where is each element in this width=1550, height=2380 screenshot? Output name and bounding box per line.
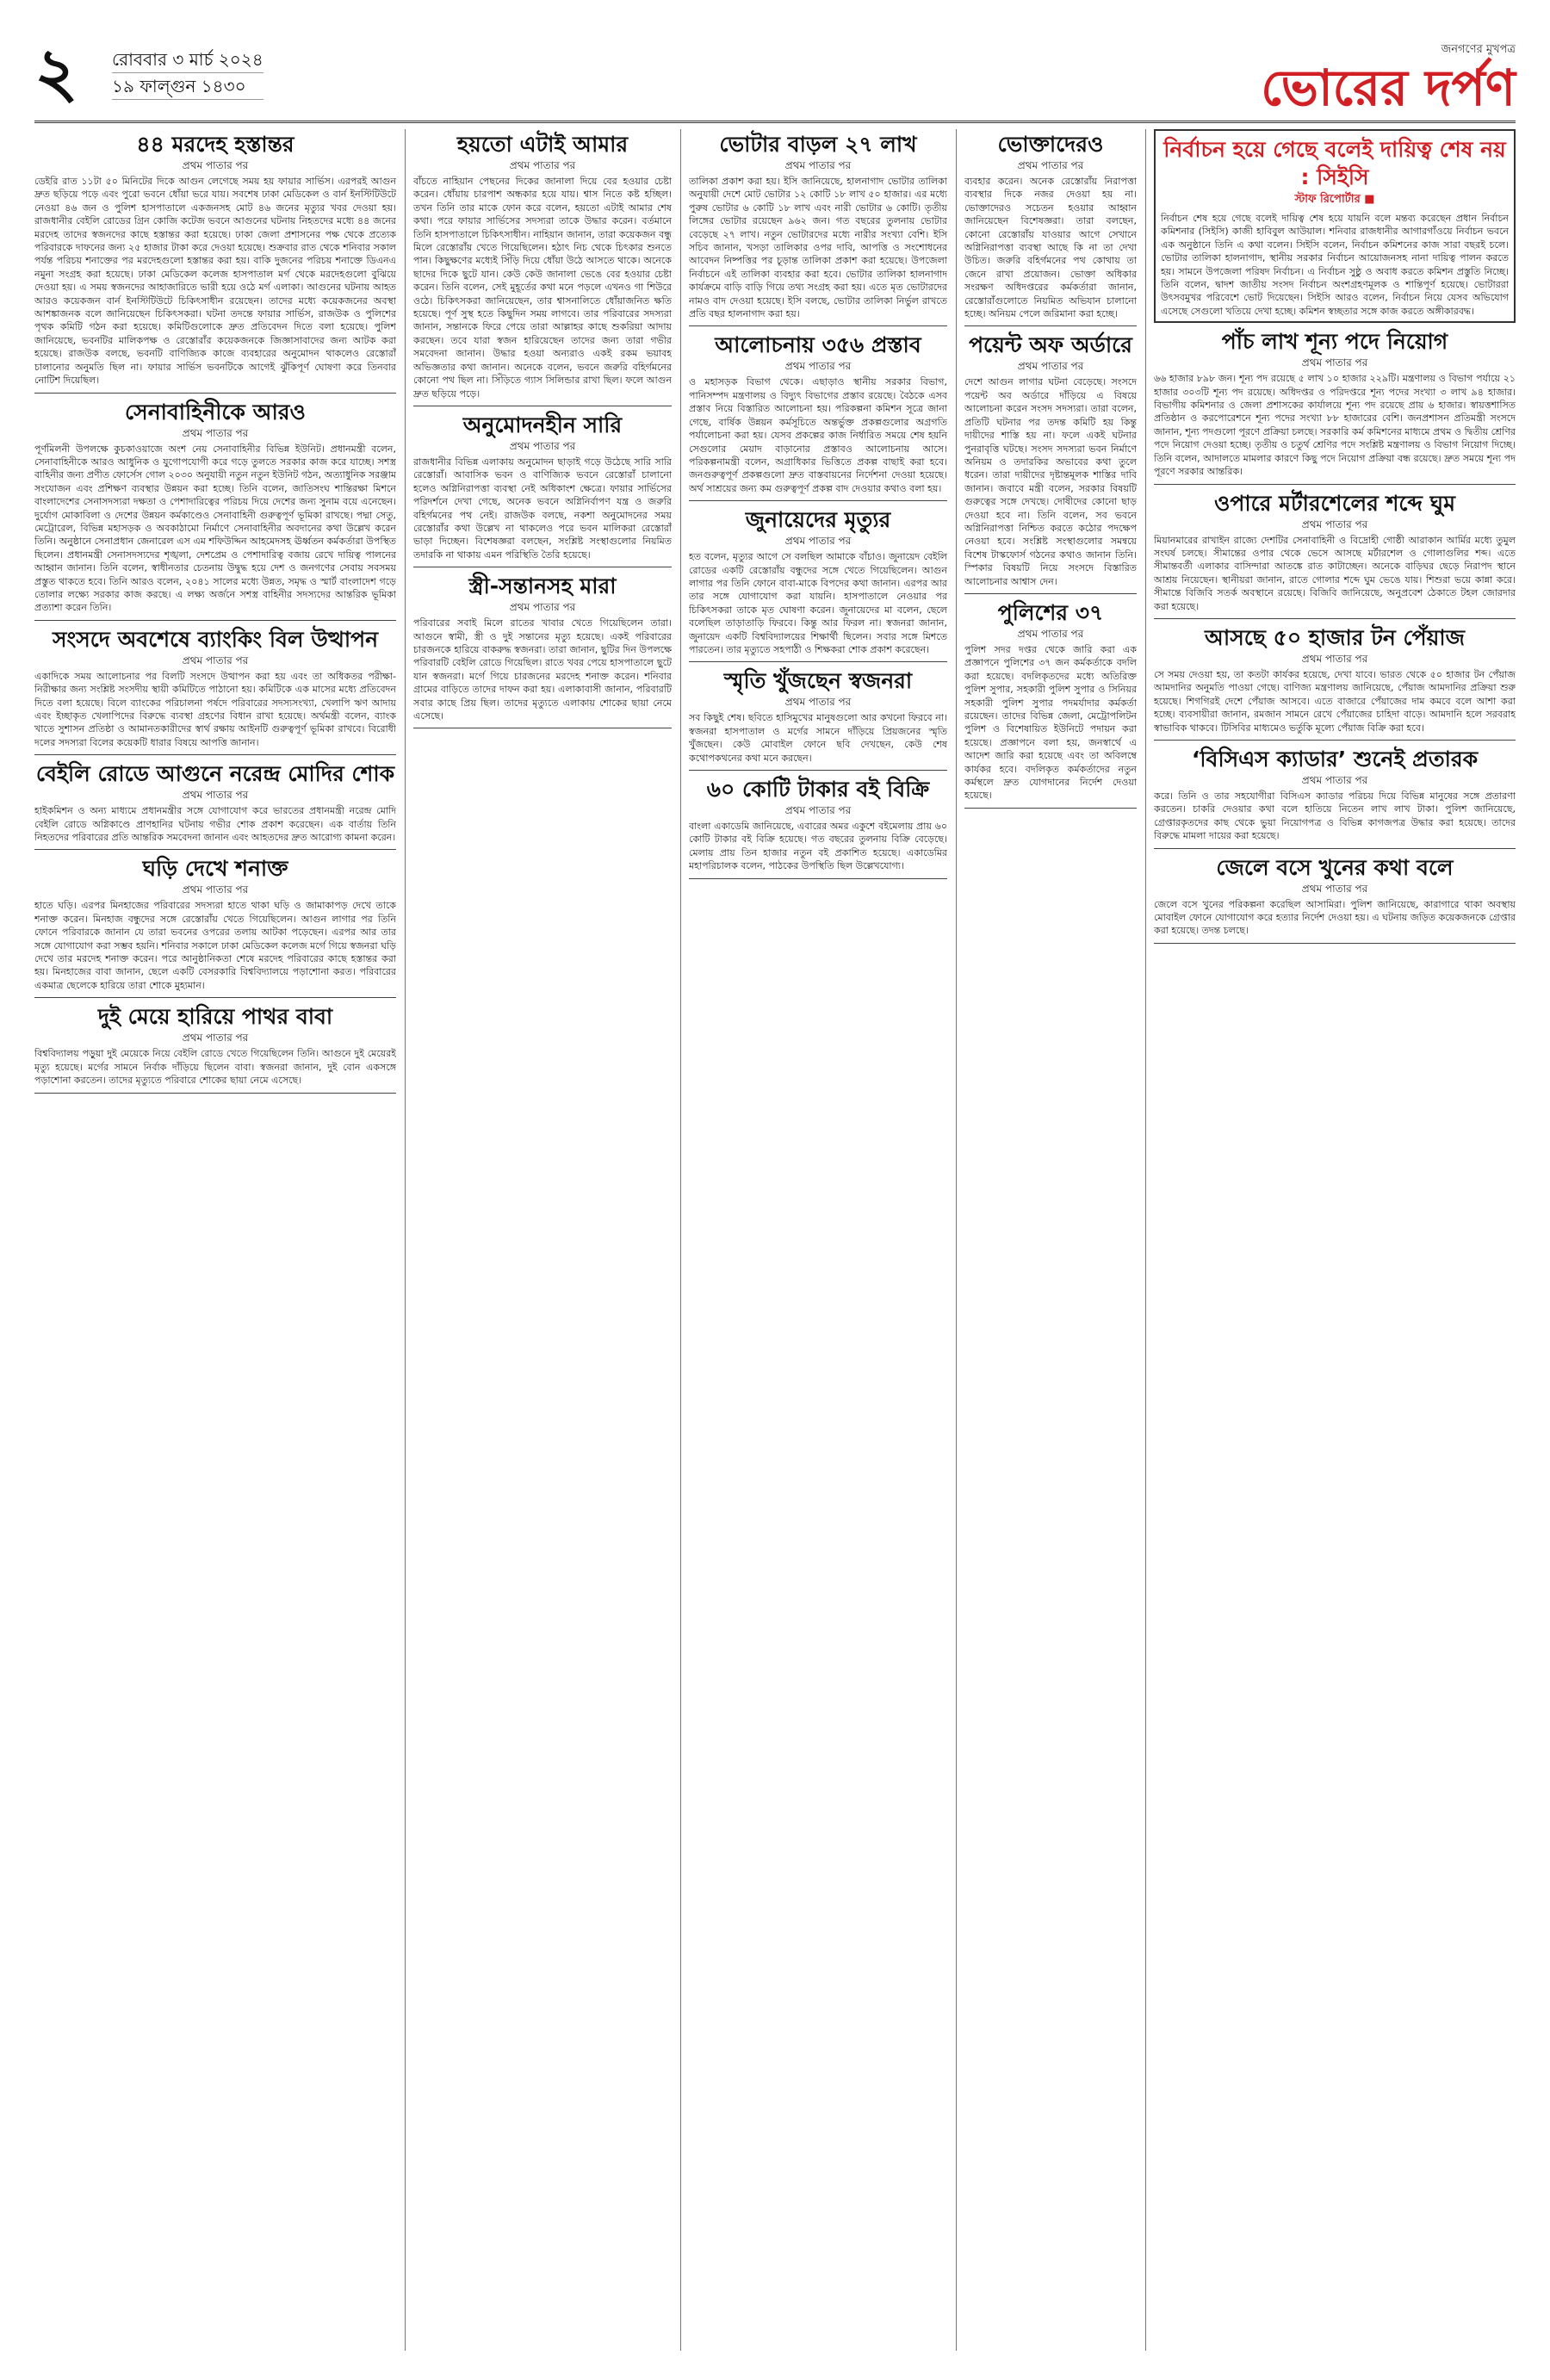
story-body: বাঁচতে নাহিয়ান পেছনের দিকের জানালা দিয়ে বের হওয়ার চেষ্টা করেন। ধোঁয়ায় চারপাশ অন্ধকার হয়ে যায়। শ্বাস নিতে কষ্ট হচ্ছিল। তখন তিনি তার মাকে ফোন করে বলেন, হয়তো এটাই আমার শেষ কথা। পরে ফায়ার সার্ভিসের সদস্যরা তাকে উদ্ধার করেন। বর্তমানে তিনি হাসপাতালে চিকিৎসাধীন। নাহিয়ান জানান, তারা কয়েকজন বন্ধু মিলে রেস্তোরাঁয় খেতে গিয়েছিলেন। হঠাৎ নিচ থেকে চিৎকার শুনতে পান। কিছুক্ষণের মধ্যেই সিঁড়ি দিয়ে ধোঁয়া উঠে আসতে থাকে। অনেকে ছাদের দিকে ছুটে যান। কেউ কেউ জানালা ভেঙে বের হওয়ার চেষ্টা করেন। তিনি বলেন, সেই মুহূর্তের কথা মনে পড়লে এখনও গা শিউরে ওঠে। চিকিৎসকরা জানিয়েছেন, তার শ্বাসনালিতে ধোঁয়াজনিত ক্ষতি হয়েছে। পূর্ণ সুস্থ হতে কিছুদিন সময় লাগবে। তার পরিবারের সদস্যরা জানান, সন্তানকে ফিরে পেয়ে তারা আল্লাহর কাছে শুকরিয়া আদায় করছেন। তবে যারা স্বজন হারিয়েছেন তাদের জন্য তারা গভীর সমবেদনা জানান। উদ্ধার হওয়া অন্যরাও একই রকম ভয়াবহ অভিজ্ঞতার কথা জানান। অনেকে বলেন, ভবনে জরুরি বহির্গমনের কোনো পথ ছিল না। সিঁড়িতে গ্যাস সিলিন্ডার রাখা ছিল। ফলে আগুন দ্রুত ছড়িয়ে পড়ে। — [413, 176, 672, 400]
story-headline: হয়তো এটাই আমার — [456, 132, 629, 157]
date-block — [112, 46, 264, 100]
news-story — [34, 760, 396, 850]
story-continuation-label: প্রথম পাতার পর — [784, 360, 852, 373]
story-continuation-label: প্রথম পাতার পর — [509, 601, 576, 614]
column-1 — [34, 129, 396, 2351]
news-story — [413, 131, 672, 406]
story-body: পুলিশ সদর দপ্তর থেকে জারি করা এক প্রজ্ঞাপনে পুলিশের ৩৭ জন কর্মকর্তাকে বদলি করা হয়েছে। বদলিকৃতদের মধ্যে অতিরিক্ত পুলিশ সুপার, সহকারী পুলিশ সুপার ও সিনিয়র সহকারী পুলিশ সুপার পদমর্যাদার কর্মকর্তা রয়েছেন। তাদের বিভিন্ন জেলা, মেট্রোপলিটন পুলিশ ও বিশেষায়িত ইউনিটে পদায়ন করা হয়েছে। প্রজ্ঞাপনে বলা হয়, জনস্বার্থে এ আদেশ জারি করা হয়েছে এবং তা অবিলম্বে কার্যকর হবে। বদলিকৃত কর্মকর্তাদের নতুন কর্মস্থলে দ্রুত যোগদানের নির্দেশ দেওয়া হয়েছে। — [964, 643, 1137, 802]
story-headline: ওপারে মর্টারশেলের শব্দে ঘুম — [1213, 490, 1455, 516]
story-headline: ঘড়ি দেখে শনাক্ত — [142, 856, 288, 882]
story-headline: নির্বাচন হয়ে গেছে বলেই দায়িত্ব শেষ নয় : সিইসি — [1163, 137, 1506, 189]
story-continuation-label: প্রথম পাতার পর — [1301, 518, 1368, 530]
story-headline: সেনাবাহিনীকে আরও — [125, 399, 306, 425]
story-body: হাতে ঘড়ি। এরপর মিনহাজের পরিবারের সদস্যরা হাতে থাকা ঘড়ি ও জামাকাপড় দেখে তাকে শনাক্ত করেন। মিনহাজ বন্ধুদের সঙ্গে রেস্তোরাঁয় খেতে গিয়েছিলেন। আগুন লাগার পর তিনি ফোনে পরিবারকে জানান যে তারা ভবনের ওপরের তলায় আটকা পড়েছেন। এরপর আর তার সঙ্গে যোগাযোগ করা সম্ভব হয়নি। শনিবার সকালে ঢাকা মেডিকেল কলেজ মর্গে গিয়ে স্বজনরা ঘড়ি দেখে তার মরদেহ শনাক্ত করেন। পরে আনুষ্ঠানিকতা শেষে মরদেহ পরিবারের কাছে হস্তান্তর করা হয়। মিনহাজের বাবা জানান, ছেলে একটি বেসরকারি বিশ্ববিদ্যালয়ে পড়াশোনা করত। পরিবারের একমাত্র ছেলেকে হারিয়ে তারা শোকে মুহ্যমান। — [34, 900, 396, 991]
story-body: ব্যবহার করেন। অনেক রেস্তোরাঁয় নিরাপত্তা ব্যবস্থার দিকে নজর দেওয়া হয় না। ভোক্তাদেরও সচেতন হওয়ার আহ্বান জানিয়েছেন বিশেষজ্ঞরা। তারা বলছেন, কোনো রেস্তোরাঁয় যাওয়ার আগে সেখানে অগ্নিনিরাপত্তা ব্যবস্থা আছে কি না তা দেখা উচিত। জরুরি বহির্গমনের পথ কোথায় তা জেনে রাখা প্রয়োজন। ভোক্তা অধিকার সংরক্ষণ অধিদপ্তরের কর্মকর্তারা জানান, রেস্তোরাঁগুলোতে নিয়মিত অভিযান চালানো হচ্ছে। অনিয়ম পেলে জরিমানা করা হচ্ছে। — [964, 176, 1137, 320]
column-4 — [964, 129, 1137, 2351]
story-body: ৬৬ হাজার ৮৯৮ জন। শূন্য পদ রয়েছে ৫ লাখ ১০ হাজার ২২৯টি। মন্ত্রণালয় ও বিভাগ পর্যায়ে ২১ হাজার ৩০৩টি শূন্য পদ রয়েছে। অধিদপ্তর ও পরিদপ্তরে শূন্য পদের সংখ্যা ৩ লাখ ৯৪ হাজার। বিভাগীয় কমিশনার ও জেলা প্রশাসকের কার্যালয়ে শূন্য পদ রয়েছে প্রায় ৬ হাজার। স্বায়ত্তশাসিত প্রতিষ্ঠান ও করপোরেশনে শূন্য পদের সংখ্যা ৮৮ হাজারের বেশি। জনপ্রশাসন প্রতিমন্ত্রী সংসদে জানান, শূন্য পদগুলো পূরণে প্রক্রিয়া চলছে। সরকারি কর্ম কমিশনের মাধ্যমে প্রথম ও দ্বিতীয় শ্রেণির পদে নিয়োগ দেওয়া হচ্ছে। তৃতীয় ও চতুর্থ শ্রেণির পদে সংশ্লিষ্ট মন্ত্রণালয় ও বিভাগ নিয়োগ দিচ্ছে। তিনি বলেন, আদালতে মামলার কারণে কিছু পদে নিয়োগ প্রক্রিয়া বন্ধ রয়েছে। দ্রুত সময়ে শূন্য পদ পূরণে সরকার আন্তরিক। — [1154, 373, 1516, 478]
story-headline: অনুমোদনহীন সারি — [462, 412, 623, 437]
news-story — [1154, 746, 1516, 849]
column-divider — [405, 129, 406, 2351]
column-3 — [689, 129, 947, 2351]
story-body: বিশ্ববিদ্যালয় পড়ুয়া দুই মেয়েকে নিয়ে বেইলি রোডে খেতে গিয়েছিলেন তিনি। আগুনে দুই মেয়েরই মৃত্যু হয়েছে। মর্গের সামনে নির্বাক দাঁড়িয়ে ছিলেন বাবা। স্বজনরা জানান, দুই বোন একসঙ্গে পড়াশোনা করতেন। তাদের মৃত্যুতে পরিবারে শোকের ছায়া নেমে এসেছে। — [34, 1048, 396, 1087]
story-body: ডেইরি রাত ১১টা ৫০ মিনিটের দিকে আগুন লেগেছে সময় হয় ফায়ার সার্ভিস। এরপরই আগুন দ্রুত ছড়িয়ে পড়ে এবং পুরো ভবনে ধোঁয়া ভরে যায়। সবশেষ ঢাকা মেডিকেল ও বার্ন ইনস্টিটিউটে নেওয়া ৪৬ জন ও পুলিশ হাসপাতালে একজনসহ মোট ৪৬ জনের মৃত্যুর খবর দেওয়া হয়। রাজধানীর বেইলি রোডের গ্রিন কোজি কটেজ ভবনে আগুনের ঘটনায় নিহতদের মধ্যে ৪৪ জনের মরদেহ তাদের স্বজনদের কাছে হস্তান্তর করা হয়েছে। ঢাকা জেলা প্রশাসনের পক্ষ থেকে প্রত্যেক পরিবারকে দাফনের জন্য ২৫ হাজার টাকা করে দেওয়া হয়েছে। শুক্রবার রাত থেকে শনিবার সকাল পর্যন্ত পরিচয় শনাক্তের পর মরদেহগুলো হস্তান্তর করা হয়। বাকি দুজনের পরিচয় শনাক্তে ডিএনএ নমুনা সংগ্রহ করা হয়েছে। ঢাকা মেডিকেল কলেজ হাসপাতাল মর্গ থেকে মরদেহগুলো বুঝিয়ে দেওয়া হয়। এ সময় স্বজনদের আহাজারিতে ভারী হয়ে ওঠে মর্গ এলাকা। আগুনের ঘটনায় আহত আরও কয়েকজন বার্ন ইনস্টিটিউটে চিকিৎসাধীন রয়েছেন। তাদের মধ্যে কয়েকজনের অবস্থা আশঙ্কাজনক বলে জানিয়েছেন চিকিৎসকরা। ঘটনা তদন্তে ফায়ার সার্ভিস, রাজউক ও পুলিশের পৃথক কমিটি গঠন করা হয়েছে। কমিটিগুলোকে দ্রুত প্রতিবেদন দিতে বলা হয়েছে। পুলিশ জানিয়েছে, ভবনটির মালিকপক্ষ ও রেস্তোরাঁর কয়েকজনকে জিজ্ঞাসাবাদের জন্য আটক করা হয়েছে। রাজউক বলছে, ভবনটি বাণিজ্যিক কাজে ব্যবহারের অনুমোদন থাকলেও রেস্তোরাঁ চালানোর অনুমতি ছিল না। ফায়ার সার্ভিস ভবনটিকে আগেই ঝুঁকিপূর্ণ ঘোষণা করে তিনবার নোটিশ দিয়েছিল। — [34, 176, 396, 387]
logo-text: ভোরের দর্পণ — [1261, 59, 1516, 117]
news-story — [34, 626, 396, 755]
news-story — [689, 332, 947, 501]
story-headline: জুনায়েদের মৃত্যুর — [745, 507, 891, 533]
story-headline: সংসদে অবশেষে ব্যাংকিং বিল উত্থাপন — [52, 626, 379, 652]
story-body: একাদিকে সময় আলোচনার পর বিলটি সংসদে উত্থাপন করা হয় এবং তা অধিকতর পরীক্ষা-নিরীক্ষার জন্য সংশ্লিষ্ট সংসদীয় স্থায়ী কমিটিতে পাঠানো হয়। কমিটিকে এক মাসের মধ্যে প্রতিবেদন দিতে বলা হয়েছে। বিলে ব্যাংকের পরিচালনা পর্ষদে পরিবারের সদস্যসংখ্যা, খেলাপি ঋণ আদায় এবং ইচ্ছাকৃত খেলাপিদের বিরুদ্ধে ব্যবস্থা গ্রহণের বিধান রাখা হয়েছে। অর্থমন্ত্রী বলেন, ব্যাংক খাতে সুশাসন প্রতিষ্ঠা ও আমানতকারীদের স্বার্থ রক্ষায় আইনটি গুরুত্বপূর্ণ ভূমিকা রাখবে। বিরোধী দলের সদস্যরা বিলের কয়েকটি ধারার বিষয়ে আপত্তি জানান। — [34, 670, 396, 748]
story-headline: পুলিশের ৩৭ — [997, 599, 1104, 625]
logo-tagline: জনগণের মুখপত্র — [1441, 43, 1516, 56]
news-story — [1154, 490, 1516, 619]
story-continuation-label: প্রথম পাতার পর — [182, 426, 249, 439]
story-continuation-label: প্রথম পাতার পর — [784, 535, 852, 548]
story-continuation-label: প্রথম পাতার পর — [1017, 627, 1084, 640]
story-continuation-label: প্রথম পাতার পর — [182, 883, 249, 896]
news-story — [689, 506, 947, 662]
story-headline: ৪৪ মরদেহ হস্তান্তর — [136, 132, 294, 157]
story-body: নির্বাচন শেষ হয়ে গেছে বলেই দায়িত্ব শেষ হয়ে যায়নি বলে মন্তব্য করেছেন প্রধান নির্বাচন কমিশনার (সিইসি) কাজী হাবিবুল আউয়াল। শনিবার রাজধানীর আগারগাঁওয়ে নির্বাচন ভবনে এক অনুষ্ঠানে তিনি এ কথা বলেন। সিইসি বলেন, নির্বাচন কমিশনের কাজ সারা বছরই চলে। ভোটার তালিকা হালনাগাদ, স্থানীয় সরকার নির্বাচন আয়োজনসহ নানা দায়িত্ব পালন করতে হয়। সামনে উপজেলা পরিষদ নির্বাচন। এ নির্বাচন সুষ্ঠু ও অবাধ করতে কমিশন প্রস্তুতি নিচ্ছে। তিনি বলেন, দ্বাদশ জাতীয় সংসদ নির্বাচন অংশগ্রহণমূলক ও শান্তিপূর্ণ হয়েছে। ভোটাররা উৎসবমুখর পরিবেশে ভোট দিয়েছেন। সিইসি আরও বলেন, নির্বাচন নিয়ে যেসব অভিযোগ এসেছে সেগুলো খতিয়ে দেখা হচ্ছে। কমিশন স্বচ্ছতার সঙ্গে কাজ করতে অঙ্গীকারবদ্ধ। — [1161, 213, 1509, 317]
column-divider — [956, 129, 957, 2351]
news-story — [34, 399, 396, 621]
news-story — [689, 131, 947, 326]
story-continuation-label: প্রথম পাতার পর — [182, 654, 249, 666]
story-headline: বেইলি রোডে আগুনে নরেন্দ্র মোদির শোক — [35, 761, 395, 787]
news-story — [34, 1003, 396, 1093]
story-headline: পয়েন্ট অফ অর্ডারে — [969, 332, 1132, 358]
story-continuation-label: প্রথম পাতার পর — [1301, 882, 1368, 895]
story-headline: জেলে বসে খুনের কথা বলে — [1216, 854, 1454, 880]
news-story — [413, 573, 672, 728]
story-body: হত বলেন, মৃত্যুর আগে সে বলছিল আমাকে বাঁচাও। জুনায়েদ বেইলি রোডের একটি রেস্তোরাঁয় বন্ধুদের সঙ্গে খেতে গিয়েছিলেন। আগুন লাগার পর তিনি ফোনে বাবা-মাকে বিপদের কথা জানান। এরপর আর তার সঙ্গে যোগাযোগ করা যায়নি। হাসপাতালে নেওয়ার পর চিকিৎসকরা তাকে মৃত ঘোষণা করেন। জুনায়েদের মা বলেন, ছেলে বলেছিল তাড়াতাড়ি ফিরবে। কিন্তু আর ফিরল না। স্বজনরা জানান, জুনায়েদ একটি বিশ্ববিদ্যালয়ের শিক্ষার্থী ছিলেন। সবার সঙ্গে মিশতে পারতেন। তার মৃত্যুতে সহপাঠী ও শিক্ষকরা শোক প্রকাশ করেছেন। — [689, 551, 947, 655]
bangla-date-line: ১৯ ফাল্গুন ১৪৩০ — [112, 73, 264, 100]
story-continuation-label: প্রথম পাতার পর — [784, 804, 852, 816]
story-continuation-label: প্রথম পাতার পর — [182, 1032, 249, 1044]
story-body: দেশে আগুন লাগার ঘটনা বেড়েছে। সংসদে পয়েন্ট অব অর্ডারে দাঁড়িয়ে এ বিষয়ে আলোচনা করেন সংসদ সদস্যরা। তারা বলেন, প্রতিটি ঘটনার পর তদন্ত কমিটি হয় কিন্তু দায়ীদের শাস্তি হয় না। ফলে একই ঘটনার পুনরাবৃত্তি ঘটছে। সংসদ সদস্যরা ভবন নির্মাণে অনিয়ম ও তদারকির অভাবের কথা তুলে ধরেন। তারা দায়ীদের দৃষ্টান্তমূলক শাস্তির দাবি জানান। জবাবে মন্ত্রী বলেন, সরকার বিষয়টি গুরুত্বের সঙ্গে দেখছে। দোষীদের কোনো ছাড় দেওয়া হবে না। তিনি বলেন, সব ভবনে অগ্নিনিরাপত্তা নিশ্চিত করতে কঠোর পদক্ষেপ নেওয়া হবে। সংশ্লিষ্ট সংস্থাগুলোর সমন্বয়ে বিশেষ টাস্কফোর্স গঠনের কথাও জানান তিনি। স্পিকার বিষয়টি নিয়ে সংসদে বিস্তারিত আলোচনার আশ্বাস দেন। — [964, 376, 1137, 587]
story-body: মিয়ানমারের রাখাইন রাজ্যে দেশটির সেনাবাহিনী ও বিদ্রোহী গোষ্ঠী আরাকান আর্মির মধ্যে তুমুল সংঘর্ষ চলছে। সীমান্তের ওপার থেকে ভেসে আসছে মর্টারশেল ও গোলাগুলির শব্দ। এতে সীমান্তবর্তী এলাকার বাসিন্দারা আতঙ্কে রাত কাটাচ্ছেন। অনেকে বাড়িঘর ছেড়ে নিরাপদ স্থানে আশ্রয় নিয়েছেন। স্থানীয়রা জানান, রাতে গোলার শব্দে ঘুম ভেঙে যায়। শিশুরা ভয়ে কান্না করে। সীমান্তে বিজিবি সতর্ক অবস্থানে রয়েছে। বিজিবি জানিয়েছে, অনুপ্রবেশ ঠেকাতে টহল জোরদার করা হয়েছে। — [1154, 534, 1516, 612]
story-continuation-label: প্রথম পাতার পর — [784, 696, 852, 709]
news-story — [964, 131, 1137, 326]
story-headline: আসছে ৫০ হাজার টন পেঁয়াজ — [1205, 624, 1465, 650]
masthead — [34, 34, 1516, 123]
news-story — [689, 667, 947, 771]
news-story — [1154, 854, 1516, 944]
story-continuation-label: প্রথম পাতার পর — [509, 159, 576, 171]
news-story — [34, 855, 396, 998]
story-body: ও মহাসড়ক বিভাগ থেকে। এছাড়াও স্থানীয় সরকার বিভাগ, পানিসম্পদ মন্ত্রণালয় ও বিদ্যুৎ বিভাগের প্রস্তাব রয়েছে। বৈঠকে এসব প্রস্তাব নিয়ে বিস্তারিত আলোচনা হয়। পরিকল্পনা কমিশন সূত্রে জানা গেছে, বার্ষিক উন্নয়ন কর্মসূচিতে অন্তর্ভুক্ত প্রকল্পগুলোর অগ্রগতি পর্যালোচনা করা হয়। যেসব প্রকল্পের কাজ নির্ধারিত সময়ে শেষ হয়নি সেগুলোর মেয়াদ বাড়ানোর প্রস্তাবও আলোচনায় আসে। পরিকল্পনামন্ত্রী বলেন, অগ্রাধিকার ভিত্তিতে প্রকল্প বাছাই করা হবে। জনগুরুত্বপূর্ণ প্রকল্পগুলো দ্রুত বাস্তবায়নের নির্দেশনা দেওয়া হয়েছে। অর্থ সাশ্রয়ের জন্য কম গুরুত্বপূর্ণ প্রকল্প বাদ দেওয়ার কথাও বলা হয়। — [689, 376, 947, 494]
story-continuation-label: প্রথম পাতার পর — [182, 159, 249, 171]
story-continuation-label: প্রথম পাতার পর — [182, 789, 249, 802]
column-2 — [413, 129, 672, 2351]
story-body: পরিবারের সবাই মিলে রাতের খাবার খেতে গিয়েছিলেন তারা। আগুনে স্বামী, স্ত্রী ও দুই সন্তানের মৃত্যু হয়েছে। একই পরিবারের চারজনকে হারিয়ে বাকরুদ্ধ স্বজনরা। তারা জানান, ছুটির দিন উপলক্ষে পরিবারটি বেইলি রোডে গিয়েছিল। রাতে খবর পেয়ে হাসপাতালে ছুটে যান স্বজনরা। মর্গে গিয়ে চারজনের মরদেহ শনাক্ত করেন। শনিবার গ্রামের বাড়িতে তাদের দাফন করা হয়। এলাকাবাসী জানান, পরিবারটি সবার কাছে প্রিয় ছিল। তাদের মৃত্যুতে এলাকায় শোকের ছায়া নেমে এসেছে। — [413, 617, 672, 722]
story-continuation-label: প্রথম পাতার পর — [509, 439, 576, 452]
story-body: সে সময় দেওয়া হয়, তা কতটা কার্যকর হয়েছে, দেখা যাবে। ভারত থেকে ৫০ হাজার টন পেঁয়াজ আমদানির অনুমতি পাওয়া গেছে। বাণিজ্য মন্ত্রণালয় জানিয়েছে, পেঁয়াজ আমদানির প্রক্রিয়া শুরু হয়েছে। শিগগিরই দেশে পেঁয়াজ আসবে। এতে বাজারে পেঁয়াজের দাম কমবে বলে আশা করা হচ্ছে। ব্যবসায়ীরা জানান, রমজান সামনে রেখে পেঁয়াজের চাহিদা বাড়ে। আমদানি হলে সরবরাহ স্বাভাবিক থাকবে। টিসিবির মাধ্যমেও ভর্তুকি মূল্যে পেঁয়াজ বিক্রি করা হবে। — [1154, 668, 1516, 734]
story-continuation-label: প্রথম পাতার পর — [1017, 360, 1084, 373]
story-body: জেলে বসে খুনের পরিকল্পনা করেছিল আসামিরা। পুলিশ জানিয়েছে, কারাগারে থাকা অবস্থায় মোবাইল ফোনে যোগাযোগ করে হত্যার নির্দেশ দেওয়া হয়। এ ঘটনায় জড়িত কয়েকজনকে গ্রেপ্তার করা হয়েছে। তদন্ত চলছে। — [1154, 898, 1516, 937]
news-story — [689, 776, 947, 879]
story-body: হাইকমিশন ও অন্য মাধ্যমে প্রধানমন্ত্রীর সঙ্গে যোগাযোগ করে ভারতের প্রধানমন্ত্রী নরেন্দ্র মোদি বেইলি রোডে অগ্নিকাণ্ডে প্রাণহানির ঘটনায় গভীর শোক প্রকাশ করেছেন। এক বার্তায় তিনি নিহতদের পরিবারের প্রতি আন্তরিক সমবেদনা জানান এবং আহতদের দ্রুত আরোগ্য কামনা করেন। — [34, 805, 396, 844]
story-body: করে। তিনি ও তার সহযোগীরা বিসিএস ক্যাডার পরিচয় দিয়ে বিভিন্ন মানুষের সঙ্গে প্রতারণা করতেন। চাকরি দেওয়ার কথা বলে হাতিয়ে নিতেন লাখ লাখ টাকা। পুলিশ জানিয়েছে, গ্রেপ্তারকৃতদের কাছ থেকে ভুয়া নিয়োগপত্র ও বিভিন্ন কাগজপত্র উদ্ধার করা হয়েছে। তাদের বিরুদ্ধে মামলা দায়ের করা হয়েছে। — [1154, 790, 1516, 842]
story-headline: ভোটার বাড়ল ২৭ লাখ — [719, 132, 917, 157]
story-continuation-label: প্রথম পাতার পর — [1017, 159, 1084, 171]
column-divider — [680, 129, 681, 2351]
story-continuation-label: প্রথম পাতার পর — [1301, 652, 1368, 665]
story-continuation-label: প্রথম পাতার পর — [784, 159, 852, 171]
story-headline: দুই মেয়ে হারিয়ে পাথর বাবা — [97, 1004, 333, 1030]
story-continuation-label: প্রথম পাতার পর — [1301, 356, 1368, 369]
news-story — [964, 332, 1137, 594]
column-5 — [1154, 129, 1516, 2351]
story-headline: পাঁচ লাখ শূন্য পদে নিয়োগ — [1221, 329, 1448, 355]
page-number: ২ — [34, 34, 78, 112]
date-line: রোববার ৩ মার্চ ২০২৪ — [112, 46, 264, 73]
news-story — [964, 599, 1137, 809]
news-story — [1154, 624, 1516, 741]
news-story — [1154, 129, 1516, 323]
story-headline: ভোক্তাদেরও — [997, 132, 1104, 157]
story-reporter: স্টাফ রিপোর্টার ■ — [1294, 193, 1375, 206]
story-body: পূর্ণমিলনী উপলক্ষে কুচকাওয়াজে অংশ নেয় সেনাবাহিনীর বিভিন্ন ইউনিট। প্রধানমন্ত্রী বলেন, সেনাবাহিনীকে আরও আধুনিক ও যুগোপযোগী করে গড়ে তুলতে সরকার কাজ করে যাচ্ছে। সশস্ত্র বাহিনীর জন্য প্রণীত ফোর্সেস গোল ২০৩০ অনুযায়ী নতুন নতুন ইউনিট গঠন, অত্যাধুনিক সরঞ্জাম সংযোজন এবং প্রশিক্ষণ ব্যবস্থার উন্নয়ন করা হচ্ছে। তিনি বলেন, জাতিসংঘ শান্তিরক্ষা মিশনে বাংলাদেশের সেনাসদস্যরা দক্ষতা ও পেশাদারিত্বের পরিচয় দিয়ে দেশের জন্য সুনাম বয়ে এনেছেন। দুর্যোগ মোকাবিলা ও দেশের উন্নয়ন কর্মকাণ্ডেও সেনাবাহিনী গুরুত্বপূর্ণ ভূমিকা রাখছে। পদ্মা সেতু, মেট্রোরেল, বিভিন্ন মহাসড়ক ও অবকাঠামো নির্মাণে সেনাবাহিনীর অবদানের কথা উল্লেখ করেন তিনি। অনুষ্ঠানে সেনাপ্রধান জেনারেল এস এম শফিউদ্দিন আহমেদসহ ঊর্ধ্বতন কর্মকর্তারা উপস্থিত ছিলেন। প্রধানমন্ত্রী সেনাসদস্যদের শৃঙ্খলা, দেশপ্রেম ও পেশাদারিত্ব বজায় রেখে দায়িত্ব পালনের আহ্বান জানান। তিনি বলেন, স্বাধীনতার চেতনায় উদ্বুদ্ধ হয়ে দেশ ও জনগণের সেবায় সবসময় প্রস্তুত থাকতে হবে। তিনি আরও বলেন, ২০৪১ সালের মধ্যে উন্নত, সমৃদ্ধ ও স্মার্ট বাংলাদেশ গড়ে তোলার লক্ষ্যে সরকার কাজ করছে। এ লক্ষ্য অর্জনে সশস্ত্র বাহিনীর সদস্যদের আন্তরিক ভূমিকা প্রত্যাশা করেন তিনি। — [34, 443, 396, 614]
story-body: বাংলা একাডেমি জানিয়েছে, এবারের অমর একুশে বইমেলায় প্রায় ৬০ কোটি টাকার বই বিক্রি হয়েছে। গত বছরের তুলনায় বিক্রি বেড়েছে। মেলায় প্রায় তিন হাজার নতুন বই প্রকাশিত হয়েছে। একাডেমির মহাপরিচালক বলেন, পাঠকের উপস্থিতি ছিল উল্লেখযোগ্য। — [689, 821, 947, 872]
story-body: সব কিছুই শেষ। ছবিতে হাসিমুখের মানুষগুলো আর কখনো ফিরবে না। স্বজনরা হাসপাতাল ও মর্গের সামনে দাঁড়িয়ে প্রিয়জনের স্মৃতি খুঁজছেন। কেউ মোবাইল ফোনে ছবি দেখছেন, কেউ শেষ কথোপকথনের কথা মনে করছেন। — [689, 712, 947, 764]
story-body: তালিকা প্রকাশ করা হয়। ইসি জানিয়েছে, হালনাগাদ ভোটার তালিকা অনুযায়ী দেশে মোট ভোটার ১২ কোটি ১৮ লাখ ৫০ হাজার। এর মধ্যে পুরুষ ভোটার ৬ কোটি ১৮ লাখ এবং নারী ভোটার ৬ কোটি। তৃতীয় লিঙ্গের ভোটার রয়েছেন ৯৬২ জন। গত বছরের তুলনায় ভোটার বেড়েছে ২৭ লাখ। নতুন ভোটারদের মধ্যে নারীর সংখ্যা বেশি। ইসি সচিব জানান, খসড়া তালিকার ওপর দাবি, আপত্তি ও সংশোধনের আবেদন নিষ্পত্তির পর চূড়ান্ত তালিকা প্রকাশ করা হয়েছে। উপজেলা নির্বাচনে এই তালিকা ব্যবহার করা হবে। ভোটার তালিকা হালনাগাদ কার্যক্রমে বাড়ি বাড়ি গিয়ে তথ্য সংগ্রহ করা হয়। এতে মৃত ভোটারদের নামও বাদ দেওয়া হয়েছে। ইসি বলছে, ভোটার তালিকা নির্ভুল রাখতে প্রতি বছর হালনাগাদ করা হয়। — [689, 176, 947, 320]
story-continuation-label: প্রথম পাতার পর — [1301, 773, 1368, 786]
news-story — [1154, 328, 1516, 484]
news-story — [413, 412, 672, 567]
column-divider — [1145, 129, 1146, 2351]
story-headline: স্ত্রী-সন্তানসহ মারা — [468, 573, 617, 599]
story-headline: স্মৃতি খুঁজছেন স্বজনরা — [723, 668, 913, 694]
story-headline: ‘বিসিএস ক্যাডার’ শুনেই প্রতারক — [1191, 746, 1479, 772]
story-headline: আলোচনায় ৩৫৬ প্রস্তাব — [715, 332, 921, 358]
newspaper-logo — [1206, 41, 1516, 119]
story-body: রাজধানীর বিভিন্ন এলাকায় অনুমোদন ছাড়াই গড়ে উঠেছে সারি সারি রেস্তোরাঁ। আবাসিক ভবন ও বাণিজ্যিক ভবনে রেস্তোরাঁ চালানো হলেও অগ্নিনিরাপত্তা ব্যবস্থা নেই অধিকাংশ ক্ষেত্রে। ফায়ার সার্ভিসের পরিদর্শনে দেখা গেছে, অনেক ভবনে অগ্নিনির্বাপণ যন্ত্র ও জরুরি বহির্গমনের পথ নেই। রাজউক বলছে, নকশা অনুমোদনের সময় রেস্তোরাঁর কথা উল্লেখ না থাকলেও পরে ভবন মালিকরা রেস্তোরাঁ ভাড়া দিচ্ছেন। বিশেষজ্ঞরা বলছেন, সংশ্লিষ্ট সংস্থাগুলোর নিয়মিত তদারকি না থাকায় এমন পরিস্থিতি তৈরি হয়েছে। — [413, 456, 672, 561]
story-headline: ৬০ কোটি টাকার বই বিক্রি — [706, 777, 930, 802]
news-story — [34, 131, 396, 394]
